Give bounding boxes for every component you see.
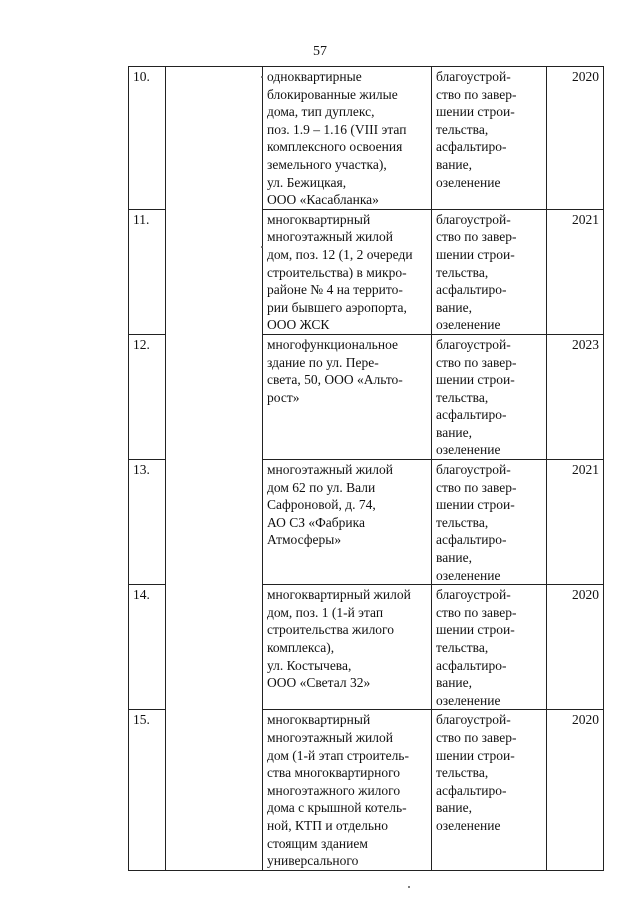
object-line: районе № 4 на террито- [267, 282, 403, 298]
object-line: ул. Бежицкая, [267, 174, 347, 190]
works-line: вание, [436, 550, 473, 566]
works-line: вание, [436, 800, 473, 816]
object-line: земельного участка), [267, 156, 387, 172]
object-line: многоквартирный [267, 211, 371, 227]
object-line: ООО ЖСК [267, 317, 330, 333]
row-number: 13. [129, 460, 166, 585]
object-line: ной, КТП и отдельно [267, 817, 388, 833]
works-line: ство по завер- [436, 479, 517, 495]
works-line: шении строи- [436, 372, 515, 388]
object-line: поз. 1.9 – 1.16 (VIII этап [267, 121, 407, 137]
table-row [129, 67, 604, 210]
works-line: благоустрой- [436, 69, 511, 84]
works-line: ство по завер- [436, 229, 517, 245]
works-line: тельства, [436, 389, 489, 405]
works-line: озеленение [436, 442, 501, 458]
works-line: благоустрой- [436, 712, 511, 728]
works-description [432, 209, 547, 334]
works-line: озеленение [436, 317, 501, 333]
works-line: ство по завер- [436, 729, 517, 745]
object-line: ООО «Касабланка» [267, 192, 379, 208]
row-number: 12. [129, 334, 166, 459]
completion-year: 2023 [547, 334, 604, 459]
works-line: шении строи- [436, 747, 515, 763]
object-line: многоквартирный жилой [267, 587, 411, 603]
works-line: шении строи- [436, 622, 515, 638]
works-line: асфальтиро- [436, 282, 507, 298]
works-line: асфальтиро- [436, 407, 507, 423]
works-line: озеленение [436, 692, 501, 708]
works-line: асфальтиро- [436, 657, 507, 673]
merged-empty-column [166, 67, 263, 871]
object-description [263, 585, 432, 710]
object-line: дом, поз. 12 (1, 2 очереди [267, 246, 413, 262]
object-line: Атмосферы» [267, 532, 342, 548]
object-description [263, 209, 432, 334]
works-line: благоустрой- [436, 336, 511, 352]
works-line: вание, [436, 424, 473, 440]
works-line: озеленение [436, 817, 501, 833]
object-line: строительства жилого [267, 622, 395, 638]
object-description [263, 334, 432, 459]
object-line: рии бывшего аэропорта, [267, 299, 407, 315]
object-line: Сафроновой, д. 74, [267, 497, 376, 513]
object-line: АО СЗ «Фабрика [267, 514, 365, 530]
works-description [432, 67, 547, 210]
scan-speck [408, 886, 410, 888]
object-line: многоэтажного жилого [267, 782, 401, 798]
works-description [432, 460, 547, 585]
object-line: строительства) в микро- [267, 264, 407, 280]
scan-speck [261, 76, 263, 78]
works-line: тельства, [436, 121, 489, 137]
works-line: вание, [436, 156, 473, 172]
object-line: здание по ул. Пере- [267, 354, 379, 370]
works-line: тельства, [436, 264, 489, 280]
object-line: ул. Костычева, [267, 657, 352, 673]
object-line: стоящим зданием [267, 835, 368, 851]
works-line: асфальтиро- [436, 139, 507, 155]
works-line: благоустрой- [436, 462, 511, 478]
completion-year: 2021 [547, 209, 604, 334]
object-line: дома с крышной котель- [267, 800, 407, 816]
object-line: многофункциональное [267, 336, 398, 352]
object-line: дома, тип дуплекс, [267, 104, 375, 120]
completion-year: 2020 [547, 585, 604, 710]
row-number: 11. [129, 209, 166, 334]
object-line: рост» [267, 389, 300, 405]
object-line: дом 62 по ул. Вали [267, 479, 376, 495]
works-description [432, 585, 547, 710]
object-line: света, 50, ООО «Альто- [267, 372, 403, 388]
scan-speck [261, 246, 263, 248]
works-description [432, 710, 547, 870]
object-line: блокированные жилые [267, 86, 398, 102]
works-line: тельства, [436, 640, 489, 655]
object-line: дом (1-й этап строитель- [267, 747, 409, 763]
works-line: благоустрой- [436, 587, 511, 603]
works-line: ство по завер- [436, 354, 517, 370]
works-line: шении строи- [436, 246, 515, 262]
object-line: одноквартирные [267, 69, 362, 84]
works-line: ство по завер- [436, 86, 517, 102]
object-line: многоэтажный жилой [267, 729, 393, 745]
completion-year: 2020 [547, 67, 604, 210]
works-line: вание, [436, 299, 473, 315]
works-line: шении строи- [436, 497, 515, 513]
completion-year: 2021 [547, 460, 604, 585]
works-line: тельства, [436, 765, 489, 781]
row-number: 14. [129, 585, 166, 710]
works-line: благоустрой- [436, 211, 511, 227]
works-line: шении строи- [436, 104, 515, 120]
object-line: многоэтажный жилой [267, 229, 393, 245]
works-description [432, 334, 547, 459]
row-number: 10. [129, 67, 166, 210]
works-line: асфальтиро- [436, 782, 507, 798]
object-line: ООО «Светал 32» [267, 675, 371, 691]
object-line: комплекса), [267, 640, 335, 655]
object-line: ства многоквартирного [267, 765, 401, 781]
object-description [263, 67, 432, 210]
object-line: комплексного освоения [267, 139, 403, 155]
works-line: ство по завер- [436, 604, 517, 620]
works-line: асфальтиро- [436, 532, 507, 548]
object-line: универсального [267, 853, 359, 869]
page-number: 57 [313, 44, 327, 59]
works-table [128, 66, 604, 871]
completion-year: 2020 [547, 710, 604, 870]
works-line: озеленение [436, 174, 501, 190]
works-line: тельства, [436, 514, 489, 530]
object-line: многоквартирный [267, 712, 371, 728]
row-number: 15. [129, 710, 166, 870]
object-line: многоэтажный жилой [267, 462, 393, 478]
object-description [263, 460, 432, 585]
works-line: вание, [436, 675, 473, 691]
object-description [263, 710, 432, 870]
works-line: озеленение [436, 567, 501, 583]
object-line: дом, поз. 1 (1-й этап [267, 604, 384, 620]
